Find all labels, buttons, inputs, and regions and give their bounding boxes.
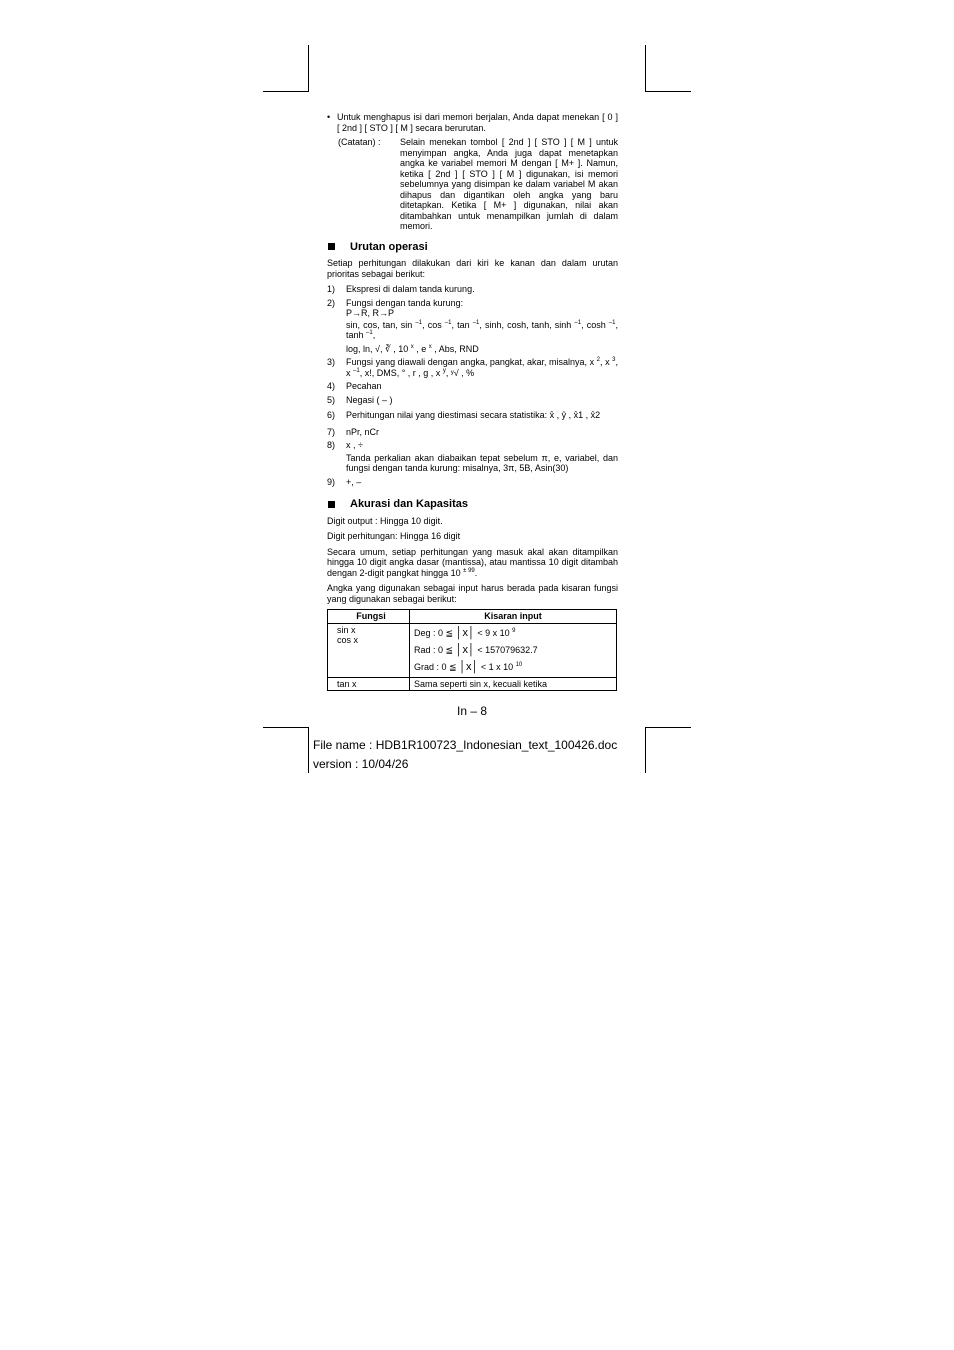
item-body <box>346 440 618 474</box>
table-header: Fungsi <box>328 610 410 624</box>
item-text: nPr, nCr <box>346 426 380 437</box>
sup: 2 <box>596 357 601 363</box>
t: . <box>474 567 478 578</box>
sup: –1 <box>574 319 582 326</box>
t: , Abs, RND <box>431 343 479 354</box>
sup: ± 99 <box>463 567 475 574</box>
t: , x <box>600 357 613 367</box>
table-cell <box>328 623 410 677</box>
sup: y <box>442 367 446 374</box>
crop-mark <box>645 91 691 92</box>
sup: 10 <box>515 661 523 668</box>
footer-file-name: File name : HDB1R100723_Indonesian_text_100426.doc <box>313 738 618 752</box>
item-text: Ekspresi di dalam tanda kurung. <box>346 284 475 294</box>
t: Deg : 0 ≦ <box>414 627 456 638</box>
table-cell: tan x <box>328 677 410 691</box>
table-cell: Sama seperti sin x, kecuali ketika <box>410 677 617 691</box>
sup: –1 <box>415 319 423 326</box>
page-number: In – 8 <box>456 704 488 718</box>
t: log, ln, √, ∛ , 10 <box>346 343 411 354</box>
footer-version: version : 10/04/26 <box>313 757 409 771</box>
t: , e <box>413 343 429 354</box>
input-range-para: Angka yang digunakan sebagai input harus berada pada kisaran fungsi yang digunakan sebagai berikut: <box>327 583 618 604</box>
page-content <box>327 112 618 691</box>
list-item <box>327 284 618 295</box>
item-text: Negasi ( – ) <box>346 394 393 405</box>
t: , tan <box>451 319 473 330</box>
t: , sinh, cosh, tanh, sinh <box>479 319 575 330</box>
list-item <box>327 357 618 378</box>
item-text <box>346 357 618 378</box>
list-item <box>327 395 618 406</box>
t: Grad : 0 ≦ <box>414 661 460 672</box>
item-body <box>346 298 618 355</box>
table-header-row <box>328 610 617 624</box>
digit-calc: Digit perhitungan: Hingga 16 digit <box>327 531 461 541</box>
section-heading-accuracy <box>327 499 618 510</box>
crop-mark <box>308 727 309 773</box>
sup: 9 <box>512 627 516 634</box>
square-bullet-icon <box>328 501 335 508</box>
square-bullet-icon <box>328 243 335 250</box>
item-number: 6) <box>327 410 336 420</box>
abs-x: │x│ <box>455 643 475 656</box>
sup: –1 <box>472 319 480 326</box>
t: < 9 x 10 <box>474 627 513 638</box>
sup: 3 <box>612 357 616 363</box>
item-number: 9) <box>327 476 336 487</box>
crop-mark <box>263 91 309 92</box>
memory-bullet-text: Untuk menghapus isi dari memori berjalan, Anda dapat menekan [ 0 ] [ 2nd ] [ STO ] [ M ] secara berurutan. <box>337 112 618 133</box>
sup: –1 <box>353 367 360 374</box>
item-subline <box>346 344 618 355</box>
list-item <box>327 410 618 421</box>
order-intro: Setiap perhitungan dilakukan dari kiri ke kanan dan dalam urutan prioritas sebagai berikut: <box>327 258 618 279</box>
t: , x!, DMS, ° , r , g , x <box>359 367 443 378</box>
crop-mark <box>645 727 691 728</box>
section-heading-order <box>327 242 618 253</box>
item-text: x , ÷ <box>346 440 363 450</box>
accuracy-para <box>327 547 618 579</box>
item-text: +, – <box>346 476 362 487</box>
sup: –1 <box>366 330 373 336</box>
t: Fungsi yang diawali dengan angka, pangkat, akar, misalnya, x <box>346 357 597 367</box>
crop-mark <box>645 727 646 773</box>
item-subline <box>346 320 618 341</box>
input-range-table <box>327 609 617 691</box>
func-name: sin x <box>337 624 356 635</box>
heading-text: Urutan operasi <box>350 240 428 253</box>
t: < 1 x 10 <box>478 661 516 672</box>
memory-note <box>327 137 618 232</box>
sup: –1 <box>608 319 616 326</box>
table-row <box>328 623 617 677</box>
range-line <box>414 625 612 642</box>
item-subline: P→R, R→P <box>346 308 395 318</box>
t: , <box>372 330 376 340</box>
abs-x: │x│ <box>455 626 475 639</box>
func-name: cos x <box>337 635 359 645</box>
t: , tanh <box>346 319 618 340</box>
crop-mark <box>263 727 309 728</box>
item-number: 7) <box>327 426 336 437</box>
item-text: Pecahan <box>346 381 382 391</box>
table-row <box>328 677 617 691</box>
list-item <box>327 298 618 355</box>
range-line <box>414 642 612 659</box>
item-number: 8) <box>327 440 336 450</box>
note-text: Selain menekan tombol [ 2nd ] [ STO ] [ M ] untuk menyimpan angka, Anda juga dapat menetapkan angka ke variabel memori M dengan [ M+ ]. Namun, ketika [ 2nd ] [ STO ] [ M ] digunakan, isi memori sebelumnya yang disimpan ke dalam variabel M akan dihapus dan digantikan oleh angka yang baru ditetapkan. Ketika [ M+ ] digunakan, nilai akan ditambahkan untuk menampilkan jumlah di dalam memori. <box>400 137 618 231</box>
item-text: Perhitungan nilai yang diestimasi secara statistika: x̂ , ŷ , x̂1 , x̂2 <box>346 410 601 420</box>
table-cell <box>410 623 617 677</box>
t: , cos <box>422 319 445 330</box>
item-number: 4) <box>327 381 336 391</box>
t: < 157079632.7 <box>474 644 538 655</box>
t: , cosh <box>581 319 609 330</box>
t: Secara umum, setiap perhitungan yang masuk akal akan ditampilkan hingga 10 digit angka dasar (mantissa), atau mantissa 10 digit ditambah dengan 2-digit pangkat hingga 10 <box>327 546 618 578</box>
crop-mark <box>645 45 646 91</box>
sup: –1 <box>444 319 452 326</box>
heading-text: Akurasi dan Kapasitas <box>350 498 468 510</box>
list-item <box>327 477 618 488</box>
sup: x <box>428 343 432 350</box>
item-text: Fungsi dengan tanda kurung: <box>346 297 464 308</box>
table-header: Kisaran input <box>410 610 617 624</box>
list-item <box>327 440 618 474</box>
list-item <box>327 427 618 438</box>
bullet-glyph: • <box>327 112 331 122</box>
t: sin, cos, tan, sin <box>346 319 416 330</box>
item-number: 5) <box>327 394 336 405</box>
digit-output: Digit output : Hingga 10 digit. <box>327 515 443 526</box>
note-label: (Catatan) : <box>338 137 381 147</box>
range-line <box>414 659 612 676</box>
t: Rad : 0 ≦ <box>414 644 456 655</box>
sup: x <box>410 343 414 350</box>
list-item <box>327 381 618 392</box>
item-number: 3) <box>327 357 336 367</box>
t: , ʸ√ , % <box>445 367 475 378</box>
item-number: 1) <box>327 284 336 294</box>
memory-bullet <box>327 112 618 133</box>
crop-mark <box>308 45 309 91</box>
abs-x: │x│ <box>459 660 479 673</box>
item-subline: Tanda perkalian akan diabaikan tepat sebelum π, e, variabel, dan fungsi dengan tanda kurung: misalnya, 3π, 5B, Asin(30) <box>346 452 618 473</box>
item-number: 2) <box>327 297 336 308</box>
t: , x <box>346 357 618 378</box>
